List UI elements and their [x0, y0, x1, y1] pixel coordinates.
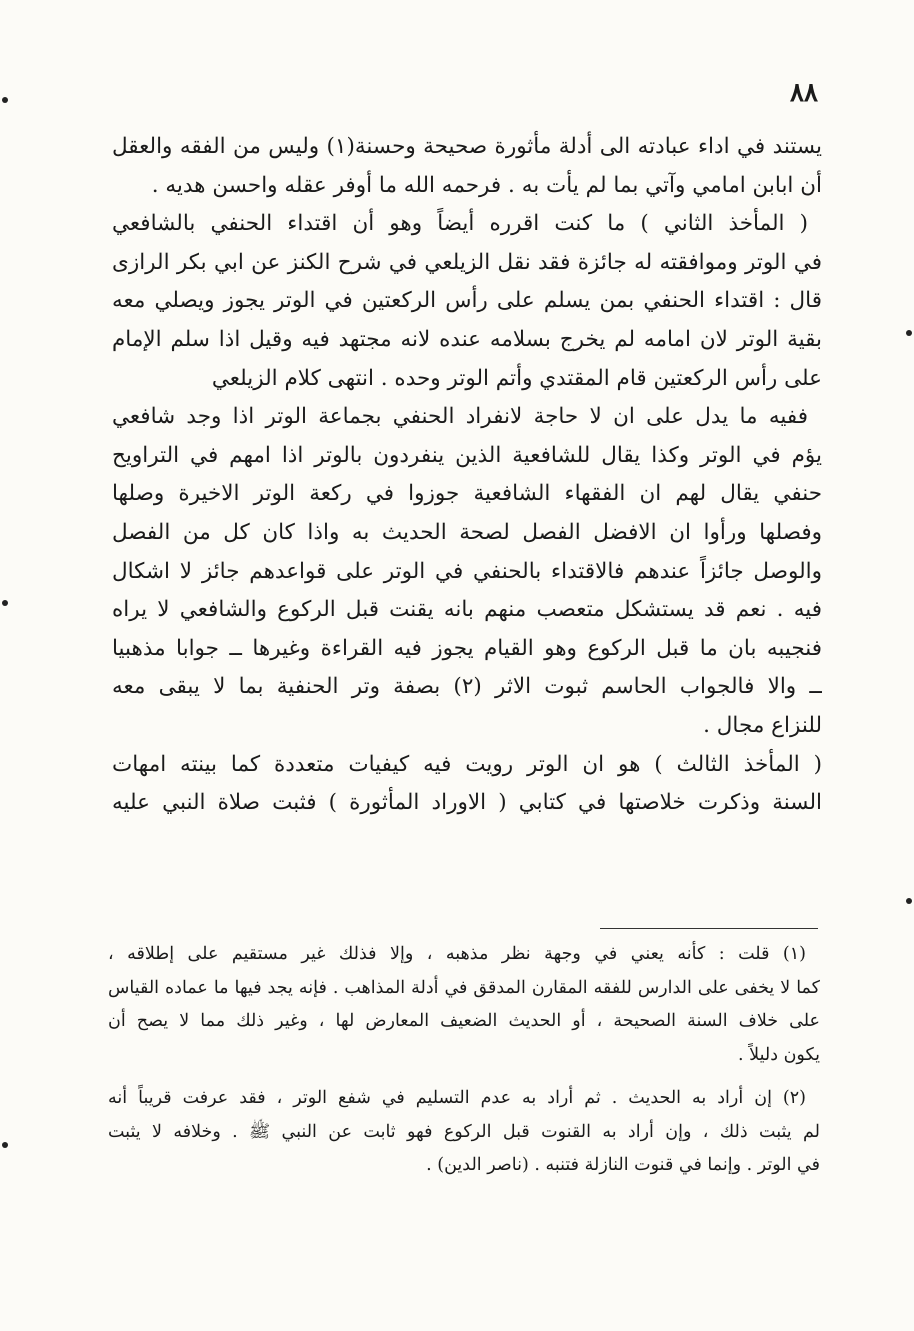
text-line: حنفي يقال لهم ان الفقهاء الشافعية جوزوا في ركعة الوتر الاخيرة وصلها [112, 481, 822, 507]
text-line: فيه . نعم قد يستشكل متعصب منهم بانه يقنت قبل الركوع والشافعي لا يراه [112, 597, 822, 623]
text-line: يؤم في الوتر وكذا يقال للشافعية الذين ينفردون بالوتر اذا امهم في التراويح [112, 442, 822, 468]
text-line: بقية الوتر لان امامه لم يخرج بسلامه عنده لانه مجتهد فيه وقيل اذا سلم الإمام [112, 326, 822, 352]
footnote-line: على خلاف السنة الصحيحة ، أو الحديث الضعيف المعارض لها ، وغير ذلك مما لا يصح أن [108, 1011, 820, 1031]
footnote-line: في الوتر . وإنما في قنوت النازلة فتنبه . (ناصر الدين) . [426, 1155, 820, 1175]
text-line: ( المأخذ الثاني ) ما كنت اقرره أيضاً وهو أن اقتداء الحنفي بالشافعي [112, 211, 808, 237]
margin-dot [906, 330, 912, 336]
text-line: للنزاع مجال . [703, 712, 822, 738]
text-line: يستند في اداء عبادته الى أدلة مأثورة صحيحة وحسنة(١) وليس من الفقه والعقل [112, 134, 822, 159]
margin-dot [2, 1142, 8, 1148]
text-line: ( المأخذ الثالث ) هو ان الوتر رويت فيه كيفيات متعددة كما بينته امهات [112, 751, 822, 777]
footnote-1 [108, 938, 820, 1072]
footnote-divider [600, 928, 818, 929]
text-line: ففيه ما يدل على ان لا حاجة لانفراد الحنفي بجماعة الوتر اذا وجد شافعي [112, 404, 808, 430]
footnote-line: يكون دليلاً . [738, 1044, 820, 1065]
margin-dot [906, 898, 912, 904]
text-line: أن ابابن امامي وآتي بما لم يأت به . فرحمه الله ما أوفر عقله واحسن هديه . [151, 172, 822, 198]
margin-dot [2, 600, 8, 606]
footnote-line: لم يثبت ذلك ، وإن أراد به القنوت قبل الركوع فهو ثابت عن النبي ﷺ . وخلافه لا يثبت [108, 1121, 820, 1142]
text-line: فنجيبه بان ما قبل الركوع وهو القيام يجوز فيه القراءة وغيرها ــ جوابا مذهبيا [112, 635, 822, 661]
page-number: ٨٨ [790, 78, 818, 108]
text-line: السنة وذكرت خلاصتها في كتابي ( الاوراد المأثورة ) فثبت صلاة النبي عليه [112, 790, 822, 816]
footnote-line: (١) قلت : كأنه يعني في وجهة نظر مذهبه ، وإلا فذلك غير مستقيم على إطلاقه ، [108, 944, 806, 964]
text-line: على رأس الركعتين قام المقتدي وأتم الوتر وحده . انتهى كلام الزيلعي [211, 365, 822, 391]
footnote-line: كما لا يخفى على الدارس للفقه المقارن المدقق في أدلة المذاهب . فإنه يجد فيها ما عماده القياس [108, 977, 820, 998]
text-line: والوصل جائزاً عندهم فالاقتداء بالحنفي في الوتر على قواعدهم جائز لا اشكال [112, 558, 822, 584]
text-line: وفصلها ورأوا ان الافضل الفصل لصحة الحديث به واذا كان كل من الفصل [112, 519, 822, 545]
footnotes [108, 938, 820, 1183]
text-line: في الوتر وموافقته له جائزة فقد نقل الزيلعي في شرح الكنز عن ابي بكر الرازى [112, 249, 822, 275]
footnote-2 [108, 1082, 820, 1183]
margin-dot [2, 97, 8, 103]
main-text [112, 128, 822, 823]
footnote-line: (٢) إن أراد به الحديث . ثم أراد به عدم التسليم في شفع الوتر ، فقد عرفت قريباً أنه [108, 1088, 806, 1108]
text-line: قال : اقتداء الحنفي بمن يسلم على رأس الركعتين في الوتر يجوز ويصلي معه [112, 288, 822, 314]
text-line: ــ والا فالجواب الحاسم ثبوت الاثر (٢) بصفة وتر الحنفية بما لا يبقى معه [112, 674, 822, 700]
